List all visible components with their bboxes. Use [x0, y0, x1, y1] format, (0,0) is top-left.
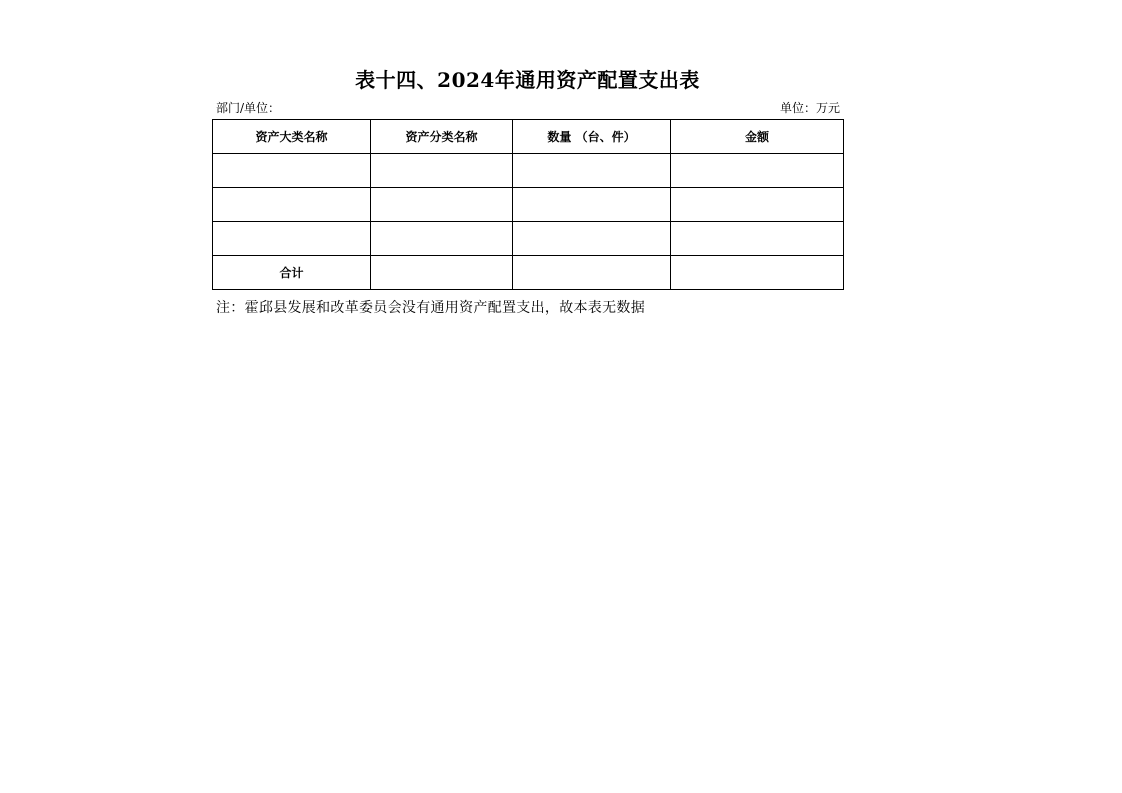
header-quantity: 数量 （台、件）	[513, 120, 671, 154]
table-cell	[671, 256, 844, 290]
total-label: 合计	[213, 256, 371, 290]
table-cell	[513, 222, 671, 256]
table-cell	[513, 154, 671, 188]
table-cell	[371, 256, 513, 290]
table-cell	[371, 222, 513, 256]
table-cell	[213, 188, 371, 222]
table-cell	[513, 188, 671, 222]
page-title: 表十四、2024年通用资产配置支出表	[355, 68, 700, 92]
header-asset-category: 资产大类名称	[213, 120, 371, 154]
footnote: 注：霍邱县发展和改革委员会没有通用资产配置支出，故本表无数据	[216, 300, 645, 316]
unit-label: 单位：万元	[779, 101, 840, 115]
table-cell	[671, 222, 844, 256]
table-cell	[213, 222, 371, 256]
table-cell	[213, 154, 371, 188]
table-row	[213, 222, 844, 256]
header-asset-subcategory: 资产分类名称	[371, 120, 513, 154]
table-cell	[371, 154, 513, 188]
total-row	[213, 256, 844, 290]
asset-table	[212, 119, 844, 290]
table-row	[213, 154, 844, 188]
department-label: 部门/单位：	[216, 101, 281, 115]
header-amount: 金额	[671, 120, 844, 154]
table-row	[213, 188, 844, 222]
table-cell	[671, 154, 844, 188]
table-cell	[513, 256, 671, 290]
table-cell	[371, 188, 513, 222]
table-header-row	[213, 120, 844, 154]
table-cell	[671, 188, 844, 222]
